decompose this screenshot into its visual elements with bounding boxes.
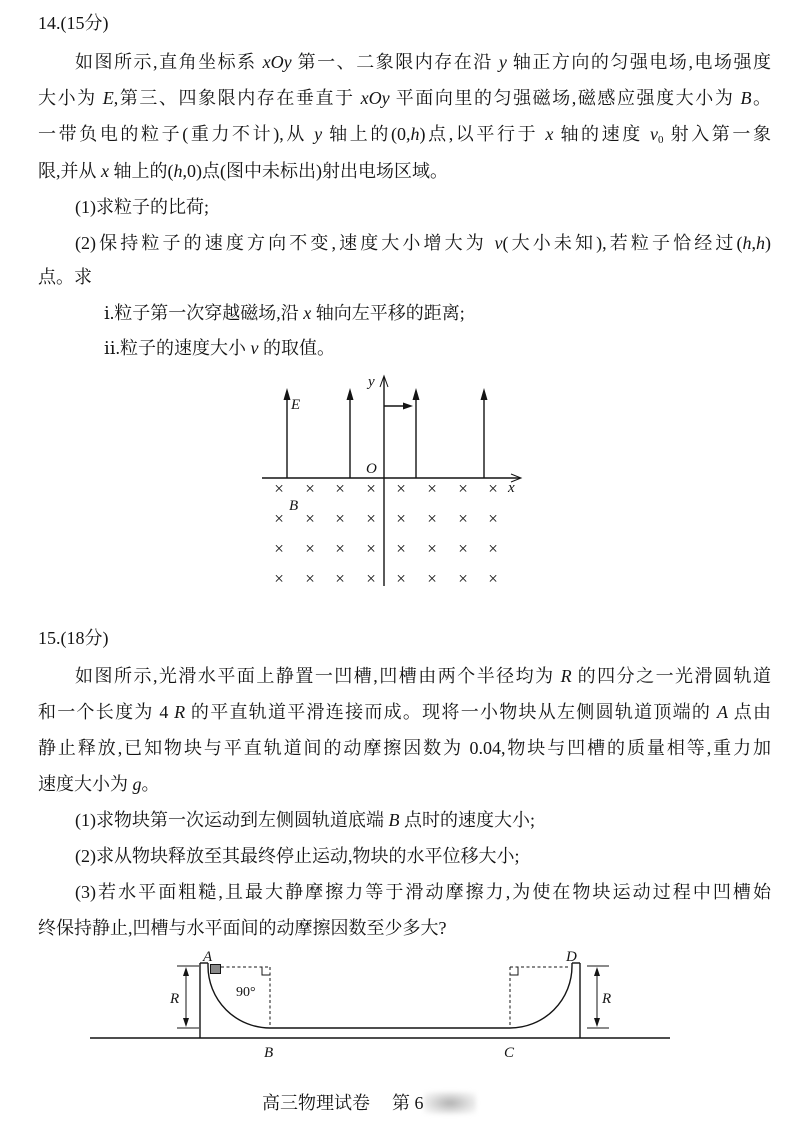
small-block	[211, 965, 221, 974]
initial-velocity-arrow	[384, 403, 413, 410]
magnetic-field-cross: ×	[488, 569, 498, 588]
q15-part-1: (1)求物块第一次运动到左侧圆轨道底端 B 点时的速度大小;	[75, 810, 536, 830]
point-A-label: A	[203, 949, 213, 965]
point-B-label: B	[264, 1045, 274, 1061]
left-radius-dimension	[177, 966, 199, 1028]
q14-header: 14.(15分)	[38, 13, 109, 33]
watermark-smudge	[424, 1092, 476, 1114]
magnetic-field-cross: ×	[305, 479, 315, 498]
footer-page-number: 第 6	[392, 1093, 424, 1113]
magnetic-field-cross: ×	[396, 539, 406, 558]
math-variable: B	[388, 810, 400, 830]
footer-title: 高三物理试卷	[262, 1093, 370, 1113]
math-variable: h	[756, 233, 765, 253]
q15-part-3-line-1: (3)若水平面粗糙,且最大静摩擦力等于滑动摩擦力,为使在物块运动过程中凹槽始	[75, 882, 771, 902]
magnetic-field-cross: ×	[274, 479, 284, 498]
math-variable: x	[101, 161, 109, 181]
q15-stem-line-4: 速度大小为 g。	[38, 774, 160, 794]
magnetic-field-cross: ×	[335, 509, 345, 528]
magnetic-field-cross: ×	[335, 539, 345, 558]
electric-field-arrow	[481, 388, 488, 478]
right-radius-label: R	[602, 991, 612, 1007]
q15-trough-diagram	[80, 945, 680, 1065]
math-variable: xOy	[262, 52, 292, 72]
math-variable: R	[560, 666, 572, 686]
q15-part-2: (2)求从物块释放至其最终停止运动,物块的水平位移大小;	[75, 846, 520, 866]
q14-part-2-line-1: (2)保持粒子的速度方向不变,速度大小增大为 v(大小未知),若粒子恰经过(h,h)	[75, 233, 771, 253]
math-variable: R	[174, 702, 186, 722]
magnetic-field-cross: ×	[488, 509, 498, 528]
magnetic-field-label: B	[289, 498, 299, 514]
math-variable: xOy	[360, 88, 390, 108]
math-variable: v	[649, 124, 658, 144]
math-variable: E	[102, 88, 114, 108]
left-radius-label: R	[170, 991, 180, 1007]
electric-field-arrow	[347, 388, 354, 478]
math-variable: h	[173, 161, 183, 181]
magnetic-field-cross: ×	[274, 539, 284, 558]
magnetic-field-cross: ×	[396, 569, 406, 588]
electric-field-arrow	[413, 388, 420, 478]
math-variable: x	[303, 303, 312, 323]
q15-stem-line-3: 静止释放,已知物块与平直轨道间的动摩擦因数为 0.04,物块与凹槽的质量相等,重力加	[38, 738, 771, 758]
q14-part-1: (1)求粒子的比荷;	[75, 197, 209, 217]
trough	[200, 963, 580, 1038]
q14-part-2-line-2: 点。求	[38, 267, 92, 287]
magnetic-field-cross: ×	[427, 539, 437, 558]
magnetic-field-cross: ×	[366, 509, 376, 528]
q14-stem-line-1: 如图所示,直角坐标系 xOy 第一、二象限内存在沿 y 轴正方向的匀强电场,电场强度	[75, 52, 772, 72]
magnetic-field-cross: ×	[396, 509, 406, 528]
q14-stem-line-3: 一带负电的粒子(重力不计),从 y 轴上的(0,h)点,以平行于 x 轴的速度 $v_0$ 射入第一象	[38, 124, 772, 146]
x-axis-label: x	[508, 480, 515, 496]
magnetic-field-cross: ×	[366, 539, 376, 558]
magnetic-field-cross: ×	[488, 479, 498, 498]
magnetic-field-region	[274, 479, 498, 588]
math-variable: B	[740, 88, 752, 108]
magnetic-field-cross: ×	[458, 479, 468, 498]
electric-field-arrow	[284, 388, 291, 478]
q15-header: 15.(18分)	[38, 628, 109, 648]
right-radius-guide	[510, 967, 570, 1028]
electric-field-label: E	[291, 397, 301, 413]
math-variable: h	[410, 124, 420, 144]
q14-stem-line-4: 限,并从 x 轴上的(h,0)点(图中未标出)射出电场区域。	[38, 161, 448, 181]
magnetic-field-cross: ×	[488, 539, 498, 558]
math-variable: y	[498, 52, 507, 72]
magnetic-field-cross: ×	[458, 509, 468, 528]
point-D-label: D	[566, 949, 577, 965]
math-variable: y	[314, 124, 323, 144]
magnetic-field-cross: ×	[305, 569, 315, 588]
magnetic-field-cross: ×	[335, 569, 345, 588]
math-variable: h	[742, 233, 752, 253]
q15-stem-line-2: 和一个长度为 4 R 的平直轨道平滑连接而成。现将一小物块从左侧圆轨道顶端的 A 点由	[38, 702, 772, 722]
magnetic-field-cross: ×	[305, 539, 315, 558]
magnetic-field-cross: ×	[427, 509, 437, 528]
magnetic-field-cross: ×	[366, 569, 376, 588]
magnetic-field-cross: ×	[458, 569, 468, 588]
math-subscript: 0	[657, 134, 664, 146]
q14-field-diagram	[250, 360, 540, 600]
magnetic-field-cross: ×	[427, 479, 437, 498]
q14-sub-question-ii: ⅱ.粒子的速度大小 v 的取值。	[104, 338, 336, 358]
magnetic-field-cross: ×	[335, 479, 345, 498]
math-variable: A	[716, 702, 728, 722]
math-variable: x	[545, 124, 554, 144]
magnetic-field-cross: ×	[458, 539, 468, 558]
y-axis-label: y	[368, 374, 375, 390]
math-variable: g	[132, 774, 142, 794]
origin-label: O	[366, 461, 377, 477]
q15-part-3-line-2: 终保持静止,凹槽与水平面间的动摩擦因数至少多大?	[38, 918, 447, 938]
magnetic-field-cross: ×	[305, 509, 315, 528]
math-variable: v	[250, 338, 259, 358]
point-C-label: C	[504, 1045, 515, 1061]
magnetic-field-cross: ×	[366, 479, 376, 498]
q15-stem-line-1: 如图所示,光滑水平面上静置一凹槽,凹槽由两个半径均为 R 的四分之一光滑圆轨道	[75, 666, 772, 686]
q14-sub-question-i: ⅰ.粒子第一次穿越磁场,沿 x 轴向左平移的距离;	[104, 303, 465, 323]
magnetic-field-cross: ×	[274, 509, 284, 528]
right-angle-label: 90°	[236, 985, 256, 1000]
magnetic-field-cross: ×	[427, 569, 437, 588]
magnetic-field-cross: ×	[274, 569, 284, 588]
math-variable: v	[494, 233, 503, 253]
magnetic-field-cross: ×	[396, 479, 406, 498]
q14-stem-line-2: 大小为 E,第三、四象限内存在垂直于 xOy 平面向里的匀强磁场,磁感应强度大小为 B。	[38, 88, 772, 108]
